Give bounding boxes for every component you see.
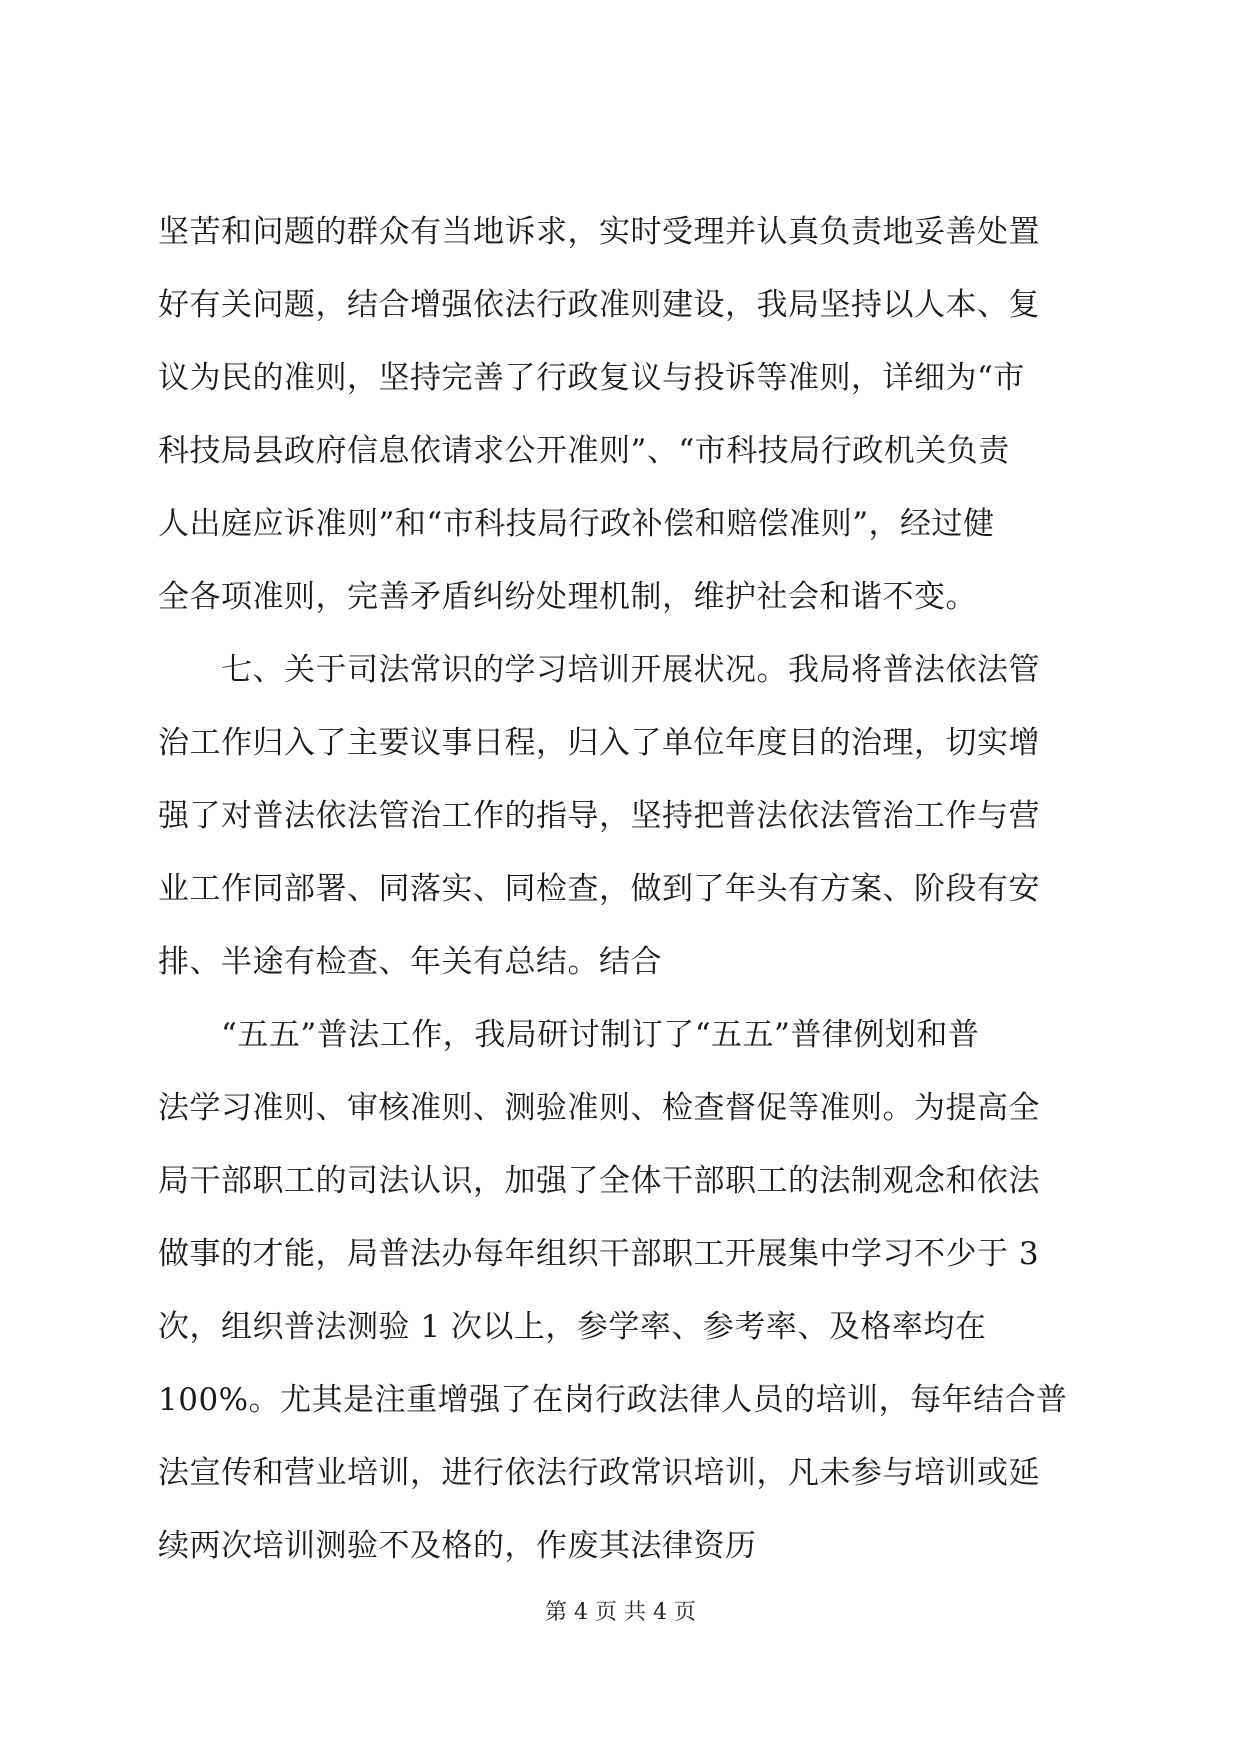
text-line: 好有关问题，结合增强依法行政准则建设，我局坚持以人本、复	[158, 287, 1040, 323]
body-text	[158, 196, 1093, 1583]
text-line: 次，组织普法测验 1 次以上，参学率、参考率、及格率均在	[158, 1309, 987, 1345]
text-line: 人出庭应诉准则”和“市科技局行政补偿和赔偿准则”，经过健	[158, 506, 995, 542]
text-line: 业工作同部署、同落实、同检查，做到了年头有方案、阶段有安	[158, 871, 1040, 907]
text-line: 强了对普法依法管治工作的指导，坚持把普法依法管治工作与营	[158, 798, 1040, 834]
page-number: 第 4 页 共 4 页	[545, 1600, 696, 1625]
text-line: 议为民的准则，坚持完善了行政复议与投诉等准则，详细为“市	[158, 360, 1025, 396]
text-line: 坚苦和问题的群众有当地诉求，实时受理并认真负责地妥善处置	[158, 214, 1040, 250]
text-line: 100%。尤其是注重增强了在岗行政法律人员的培训，每年结合普	[158, 1382, 1068, 1418]
text-line: 治工作归入了主要议事日程，归入了单位年度目的治理，切实增	[158, 725, 1040, 761]
text-line: 法学习准则、审核准则、测验准则、检查督促等准则。为提高全	[158, 1090, 1040, 1126]
page-footer	[0, 1598, 1241, 1628]
text-line: 全各项准则，完善矛盾纠纷处理机制，维护社会和谐不变。	[158, 579, 977, 615]
text-line: 七、关于司法常识的学习培训开展状况。我局将普法依法管	[158, 652, 1040, 688]
text-line: 局干部职工的司法认识，加强了全体干部职工的法制观念和依法	[158, 1163, 1040, 1199]
text-line: “五五”普法工作，我局研讨制订了“五五”普律例划和普	[158, 1017, 980, 1053]
text-line: 排、半途有检查、年关有总结。结合	[158, 944, 662, 980]
text-line: 续两次培训测验不及格的，作废其法律资历	[158, 1528, 757, 1564]
text-line: 做事的才能，局普法办每年组织干部职工开展集中学习不少于 3	[158, 1236, 1040, 1272]
text-line: 科技局县政府信息依请求公开准则”、“市科技局行政机关负责	[158, 433, 1010, 469]
text-line: 法宣传和营业培训，进行依法行政常识培训，凡未参与培训或延	[158, 1455, 1040, 1491]
